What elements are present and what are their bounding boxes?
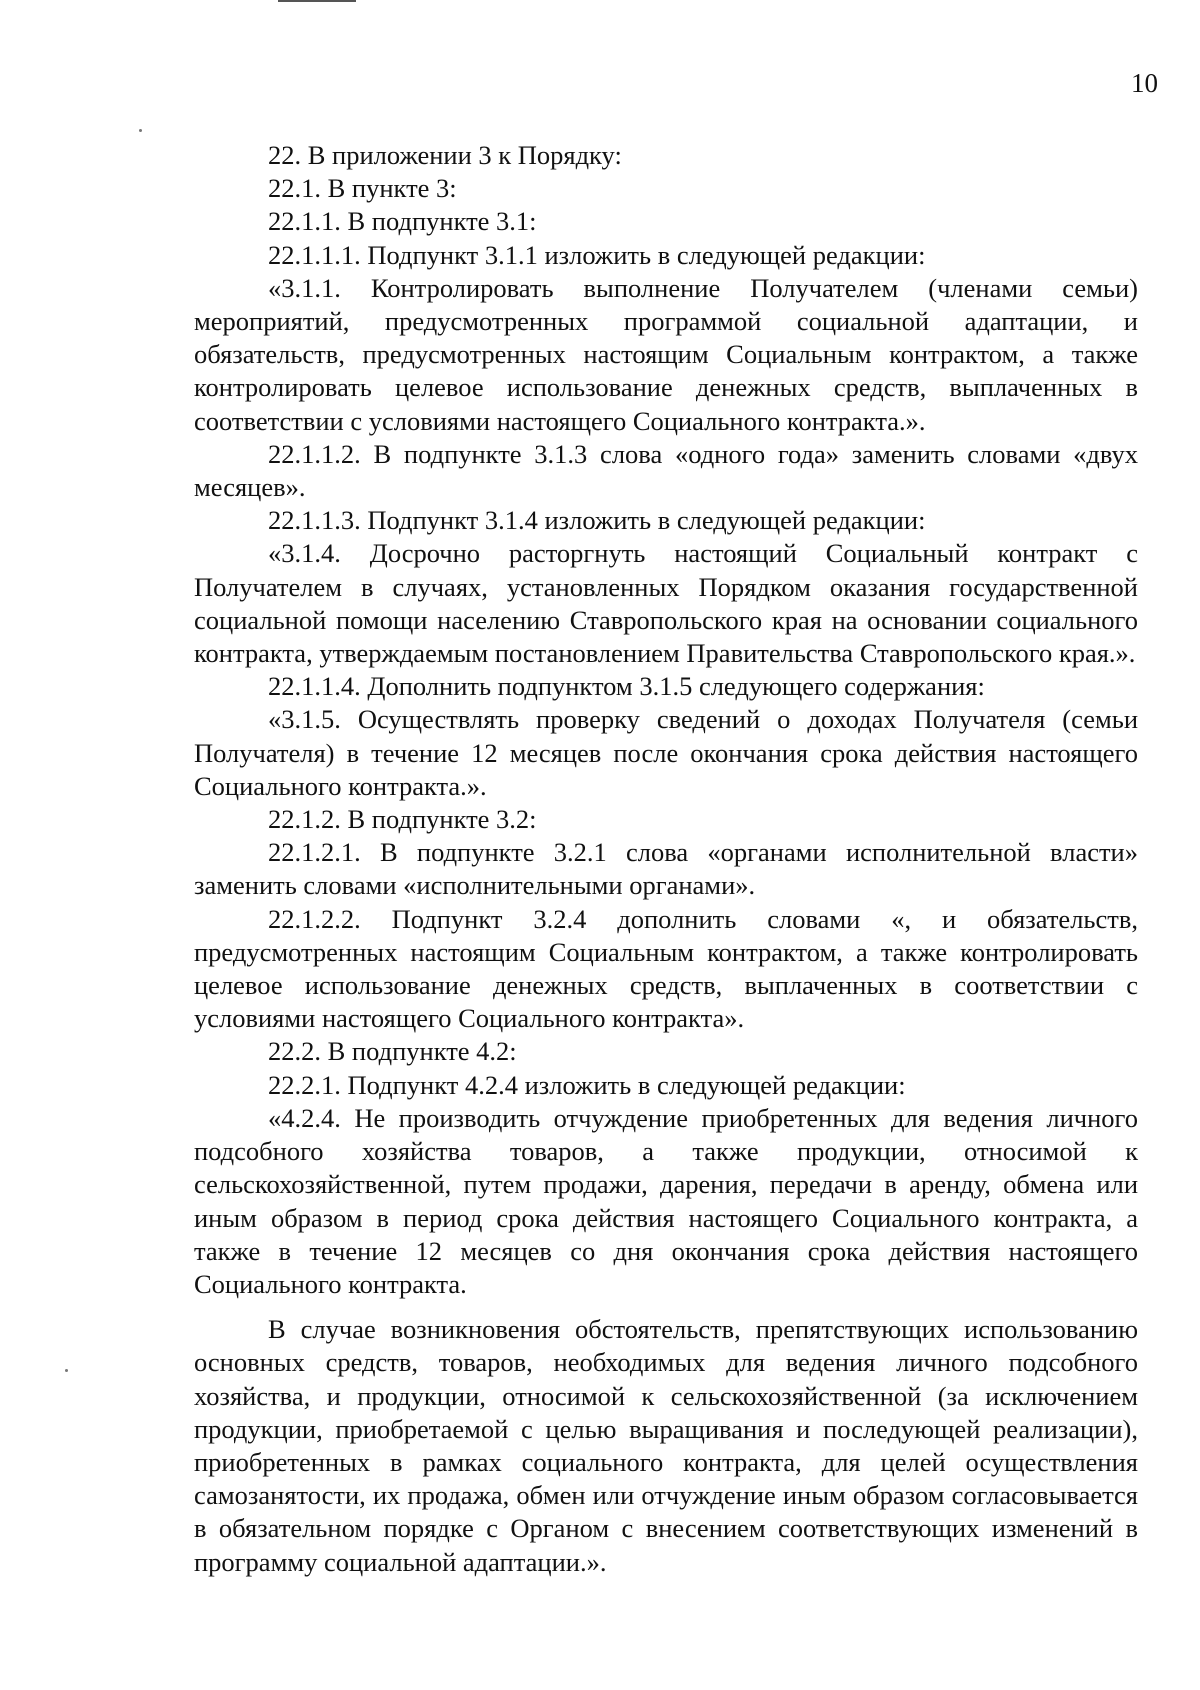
paragraph: «3.1.1. Контролировать выполнение Получателем (членами семьи) мероприятий, предусмотренных программой социальной адаптации, и обязательств, предусмотренных настоящим Социальным контрактом, а также контролировать целевое использование денежных средств, выплаченных в соответствии с условиями настоящего Социального контракта.». [194,272,1138,436]
scan-speck [139,129,142,132]
scan-speck [65,1369,68,1372]
paragraph: 22. В приложении 3 к Порядку: [268,140,622,170]
paragraph: 22.1.1.1. Подпункт 3.1.1 изложить в следующей редакции: [268,239,926,270]
paragraph: 22.2.1. Подпункт 4.2.4 изложить в следующей редакции: [268,1069,906,1100]
paragraph: 22.1.1. В подпункте 3.1: [268,206,537,237]
paragraph: 22.1.2.1. В подпункте 3.2.1 слова «органами исполнительной власти» заменить словами «исполнительными органами». [194,837,1138,901]
paragraph: 22.2. В подпункте 4.2: [268,1036,517,1067]
paragraph: 22.1.2. В подпункте 3.2: [268,804,537,835]
page-number: 10 [1131,68,1158,98]
paragraph: 22.1.1.3. Подпункт 3.1.4 изложить в следующей редакции: [268,505,926,536]
paragraph: 22.1.1.2. В подпункте 3.1.3 слова «одного года» заменить словами «двух месяцев». [194,438,1138,503]
scan-mark [278,0,356,2]
paragraph: 22.1. В пункте 3: [268,173,457,204]
paragraph: 22.1.2.2. Подпункт 3.2.4 дополнить словами «, и обязательств, предусмотренных настоящим Социальным контрактом, а также контролировать целевое использование денежных средств, выплаченных в соответствии с условиями настоящего Социального контракта». [194,903,1138,1034]
paragraph: «3.1.5. Осуществлять проверку сведений о доходах Получателя (семьи Получателя) в течение 12 месяцев после окончания срока действия настоящего Социального контракта.». [194,704,1138,801]
paragraph: «3.1.4. Досрочно расторгнуть настоящий Социальный контракт с Получателем в случаях, установленных Порядком оказания государственной социальной помощи населению Ставропольского края на основании социального контракта, утверждаемым постановлением Правительства Ставропольского края.». [194,538,1138,669]
paragraph: В случае возникновения обстоятельств, препятствующих использованию основных средств, товаров, необходимых для ведения личного подсобного хозяйства, и продукции, относимой к сельскохозяйственной (за исключением продукции, приобретаемой с целью выращивания и последующей реализации), приобретенных в рамках социального контракта, для целей осуществления самозанятости, их продажа, обмен или отчуждение иным образом согласовывается в обязательном порядке с Органом с внесением соответствующих изменений в программу социальной адаптации.». [194,1314,1138,1577]
paragraph: 22.1.1.4. Дополнить подпунктом 3.1.5 следующего содержания: [268,671,985,702]
paragraph: «4.2.4. Не производить отчуждение приобретенных для ведения личного подсобного хозяйства товаров, а также продукции, относимой к сельскохозяйственной, путем продажи, дарения, передачи в аренду, обмена или иным образом в период срока действия настоящего Социального контракта, а также в течение 12 месяцев со дня окончания срока действия настоящего Социального контракта. [194,1102,1138,1299]
document-body [194,139,1138,1579]
